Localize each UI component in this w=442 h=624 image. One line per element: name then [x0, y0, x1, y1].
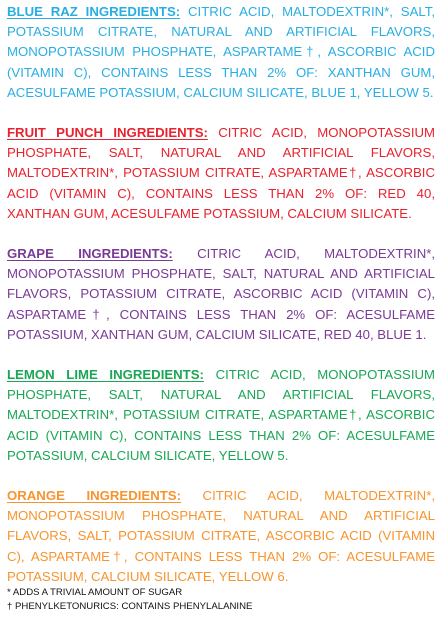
footnote-sugar: * ADDS A TRIVIAL AMOUNT OF SUGAR [7, 587, 183, 598]
section-text: CITRIC ACID, MALTODEXTRIN*, MONOPOTASSIUM PHOSPHATE, SALT, NATURAL AND ARTIFICIAL FLAVORS, POTASSIUM CITRATE, ASCORBIC ACID (VITAMIN C), ASPARTAME†, CONTAINS LESS THAN 2% OF: ACESULFAME POTASSIUM, XANTHAN GUM, CALCIUM SILICATE, RED 40, BLUE 1. [7, 246, 436, 342]
section-label: ORANGE INGREDIENTS: [7, 488, 181, 504]
footnote-phenylalanine: † PHENYLKETONURICS: CONTAINS PHENYLALANINE [7, 601, 253, 612]
section-grape [7, 244, 435, 345]
ingredients-panel [7, 2, 435, 607]
section-lemon-lime [7, 365, 435, 466]
section-label: FRUIT PUNCH INGREDIENTS: [7, 125, 208, 141]
section-label: GRAPE INGREDIENTS: [7, 246, 173, 262]
section-text: CITRIC ACID, MALTODEXTRIN*, MONOPOTASSIUM PHOSPHATE, NATURAL AND ARTIFICIAL FLAVORS, SALT, POTASSIUM CITRATE, ASCORBIC ACID (VITAMIN C), ASPARTAME†, CONTAINS LESS THAN 2% OF: ACESULFAME POTASSIUM, CALCIUM SILICATE, YELLOW 6. [7, 488, 436, 584]
section-blue-raz [7, 2, 435, 103]
section-orange [7, 486, 435, 587]
section-text: CITRIC ACID, MONOPOTASSIUM PHOSPHATE, SALT, NATURAL AND ARTIFICIAL FLAVORS, MALTODEXTRIN*, POTASSIUM CITRATE, ASPARTAME†, ASCORBIC ACID (VITAMIN C), CONTAINS LESS THAN 2% OF: ACESULFAME POTASSIUM, CALCIUM SILICATE, YELLOW 5. [7, 367, 435, 463]
section-label: BLUE RAZ INGREDIENTS: [7, 4, 181, 19]
footnotes [7, 586, 252, 614]
section-text: CITRIC ACID, MALTODEXTRIN*, SALT, POTASSIUM CITRATE, NATURAL AND ARTIFICIAL FLAVORS, MONOPOTASSIUM PHOSPHATE, ASPARTAME†, ASCORBIC ACID (VITAMIN C), CONTAINS LESS THAN 2% OF: XANTHAN GUM, ACESULFAME POTASSIUM, CALCIUM SILICATE, BLUE 1, YELLOW 5. [7, 4, 435, 100]
section-label: LEMON LIME INGREDIENTS: [7, 367, 204, 383]
section-text: CITRIC ACID, MONOPOTASSIUM PHOSPHATE, SALT, NATURAL AND ARTIFICIAL FLAVORS, MALTODEXTRIN*, POTASSIUM CITRATE, ASPARTAME†, ASCORBIC ACID (VITAMIN C), CONTAINS LESS THAN 2% OF: RED 40, XANTHAN GUM, ACESULFAME POTASSIUM, CALCIUM SILICATE. [7, 125, 435, 221]
section-fruit-punch [7, 123, 435, 224]
